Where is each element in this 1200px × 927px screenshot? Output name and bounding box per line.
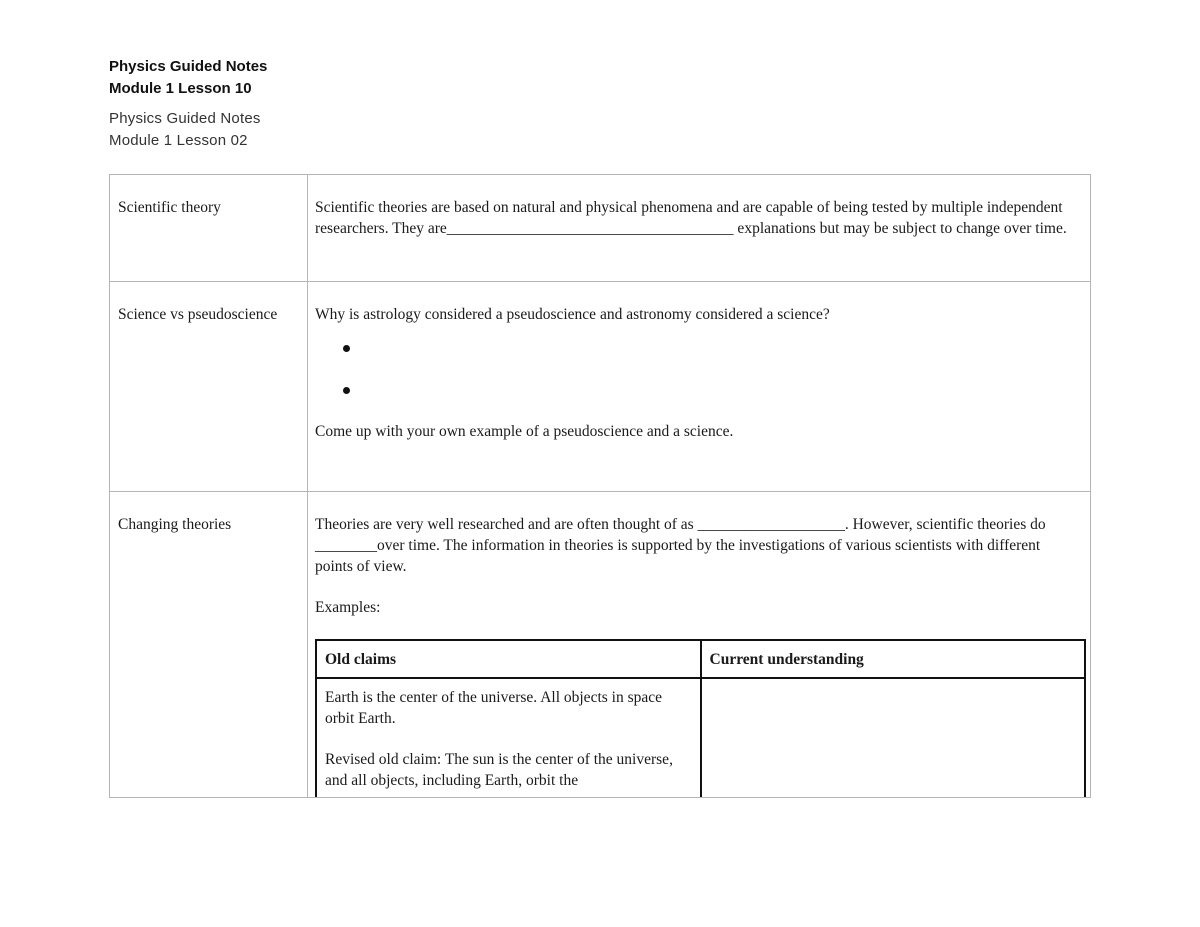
lesson-label: Module 1 Lesson 10 — [109, 80, 252, 97]
document-title: Physics Guided Notes — [109, 58, 268, 75]
notes-table — [109, 174, 1091, 798]
current-understanding-header: Current understanding — [701, 640, 1086, 678]
example-prompt: Come up with your own example of a pseudoscience and a science. — [315, 423, 734, 440]
bullet-icon — [343, 387, 350, 394]
document-header — [109, 56, 267, 152]
changing-theories-text: Theories are very well researched and are often thought of as ___________________. However, scientific theories do ________over time. The information in theories is supported by the investigations of various scientists with different points of view. — [315, 516, 1046, 575]
pseudoscience-question: Why is astrology considered a pseudoscience and astronomy considered a science? — [315, 306, 830, 323]
claims-table — [315, 639, 1086, 798]
answer-bullet[interactable] — [343, 337, 1080, 358]
table-row-science-vs-pseudoscience — [110, 281, 1090, 491]
answer-bullet-list[interactable] — [315, 337, 1080, 400]
old-claim-cell — [316, 678, 701, 798]
old-claims-header: Old claims — [316, 640, 701, 678]
old-claim-text: Earth is the center of the universe. All objects in space orbit Earth. — [325, 689, 663, 727]
table-row-scientific-theory — [110, 175, 1090, 281]
row-label: Changing theories — [110, 492, 308, 798]
row-label: Scientific theory — [110, 175, 308, 281]
current-understanding-cell[interactable] — [701, 678, 1086, 798]
row-content[interactable] — [308, 492, 1090, 798]
claims-header-row — [316, 640, 1085, 678]
row-label: Science vs pseudoscience — [110, 282, 308, 491]
sublesson-label: Module 1 Lesson 02 — [109, 132, 248, 149]
examples-label: Examples: — [315, 599, 381, 616]
row-content[interactable] — [308, 175, 1090, 281]
bullet-icon — [343, 345, 350, 352]
table-row-changing-theories — [110, 491, 1090, 798]
document-subtitle: Physics Guided Notes — [109, 110, 261, 127]
scientific-theory-text: Scientific theories are based on natural and physical phenomena and are capable of being tested by multiple independent researchers. They are_____________________________________ explanations but may be subject to change over time. — [315, 199, 1067, 237]
row-content[interactable] — [308, 282, 1090, 491]
answer-bullet[interactable] — [343, 379, 1080, 400]
table-row — [316, 678, 1085, 798]
header-subtitle-block — [109, 108, 267, 152]
revised-claim-text: Revised old claim: The sun is the center of the universe, and all objects, including Earth, orbit the — [325, 751, 673, 789]
